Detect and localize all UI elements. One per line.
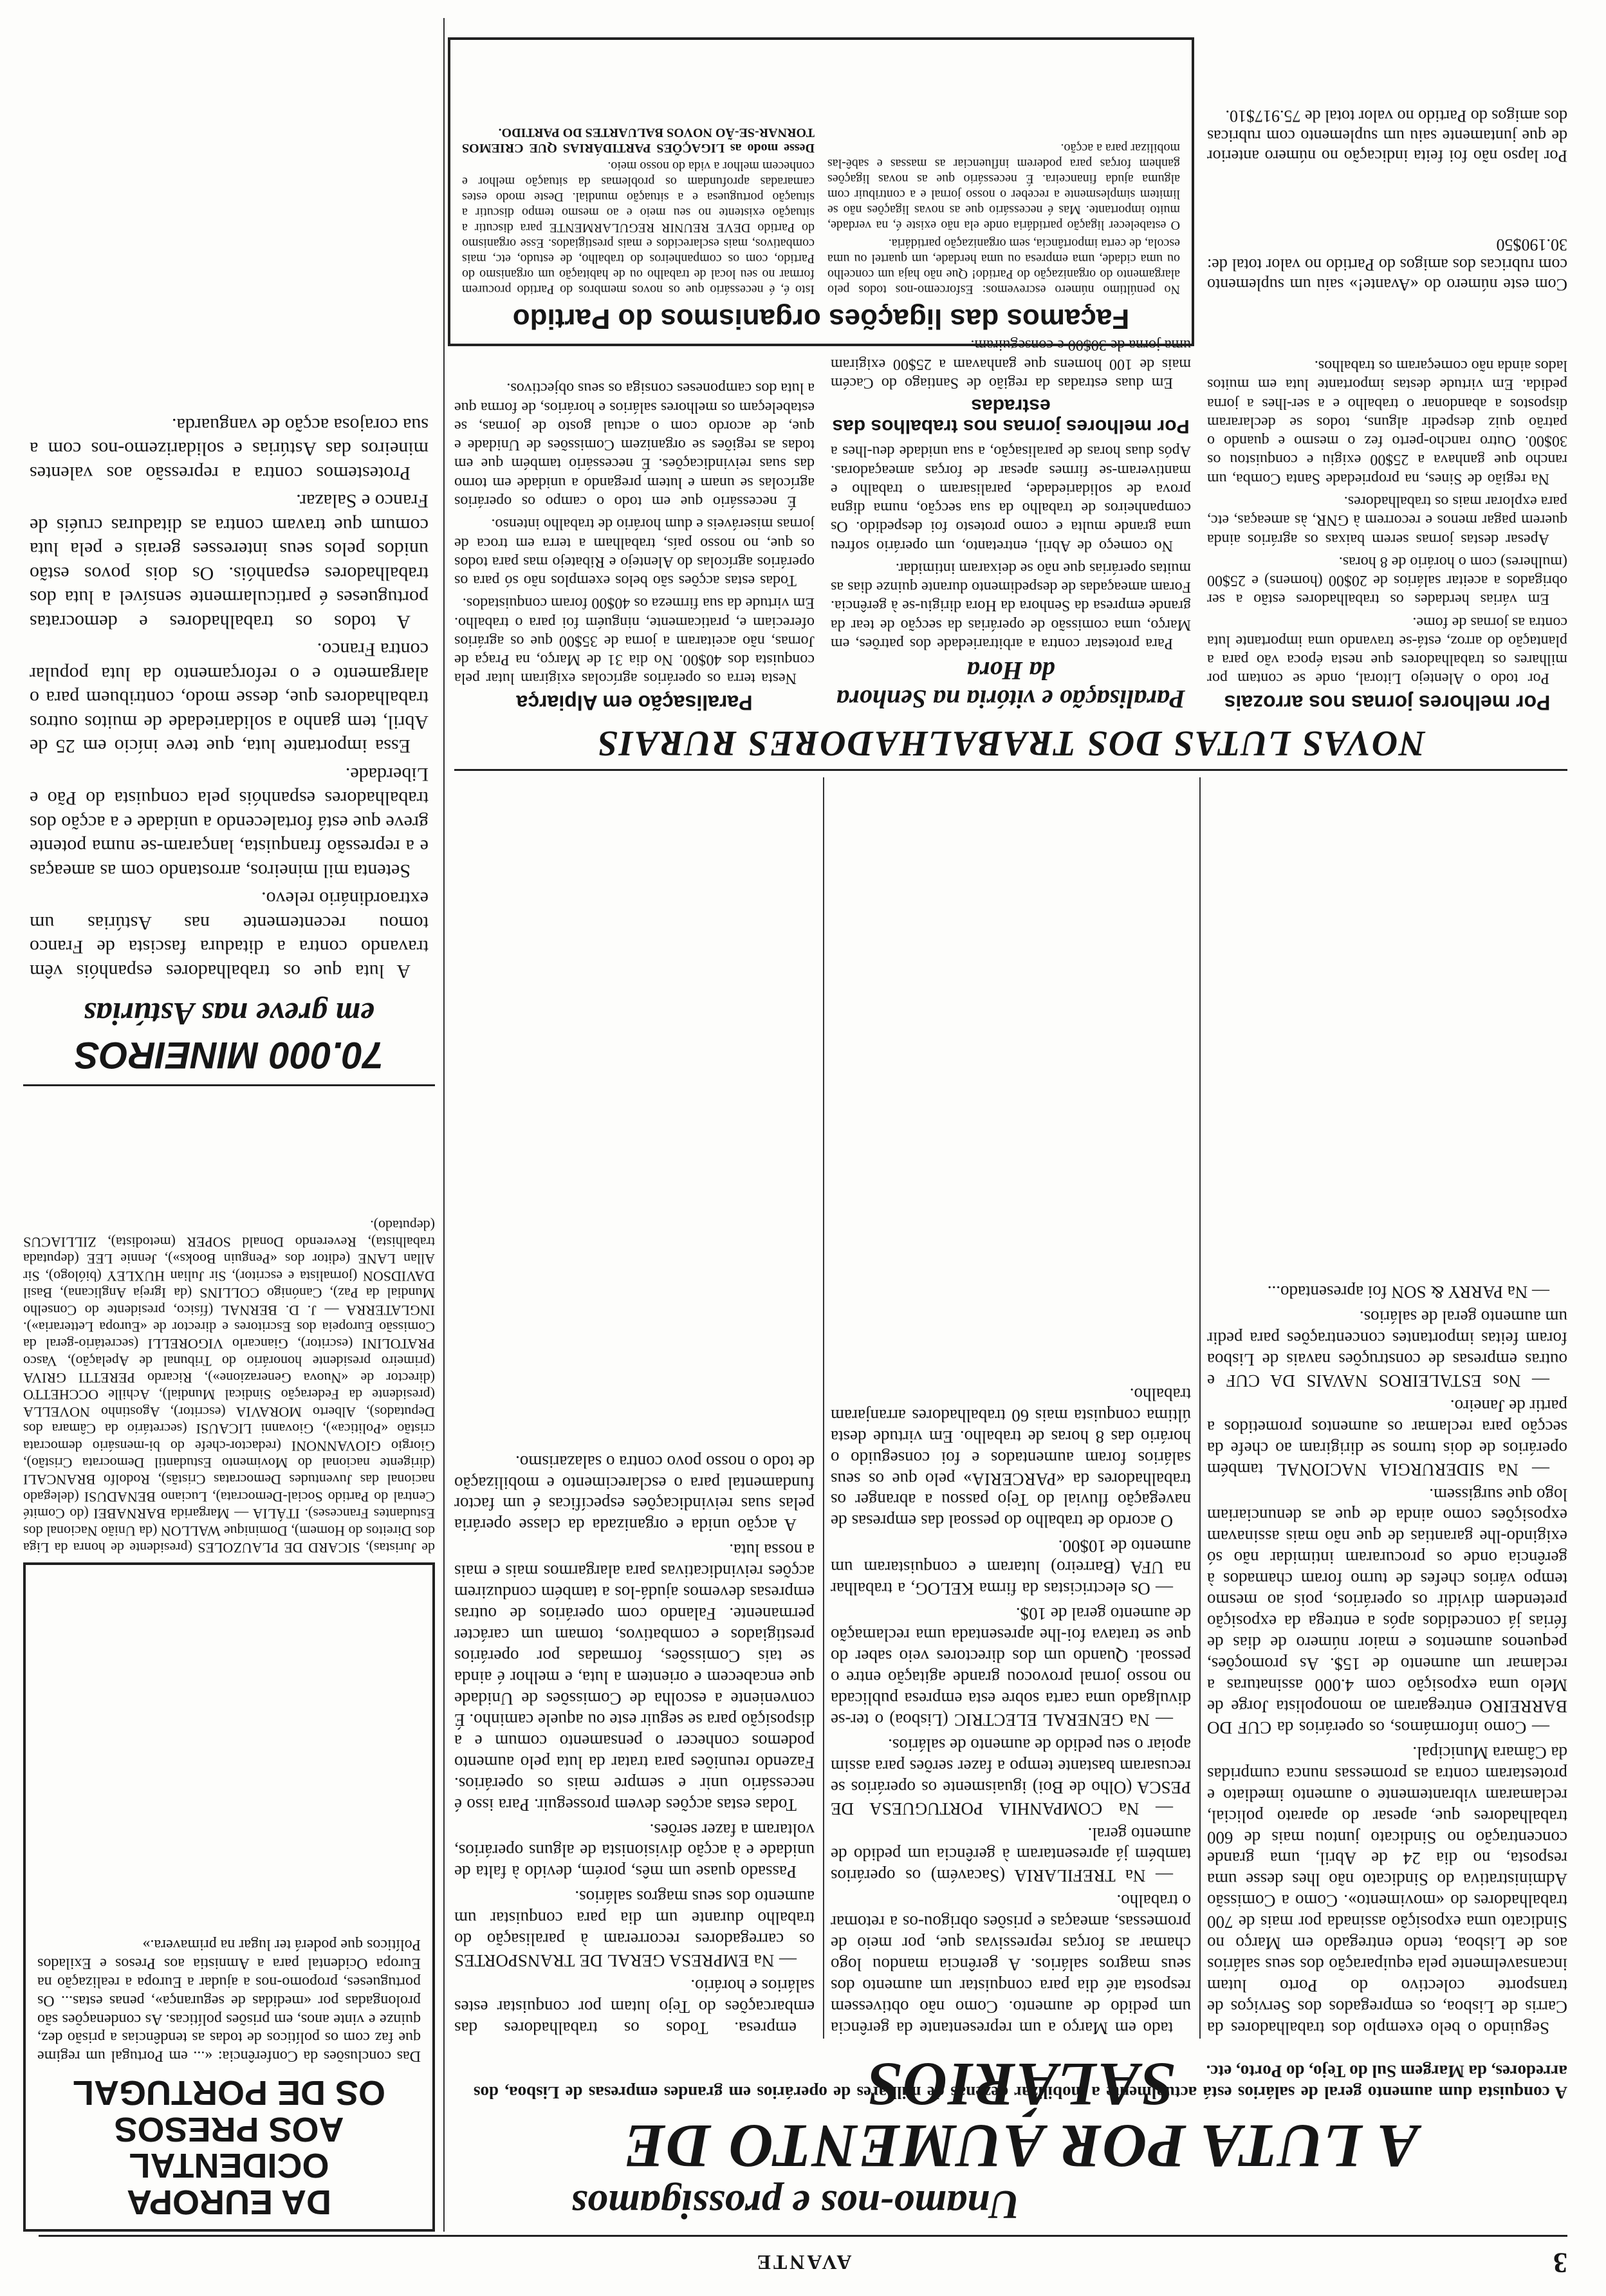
asturias-paragraph: Essa importante luta, que teve início em 25 de Abril, tem ganho a solidariedade de muitos outros trabalhadores que, desse modo, contribuem para o alargamento e o reforçamento da luta popular contra Franco. <box>30 639 429 757</box>
main-paragraph: — Os electricistas da firma KELOG, a trabalhar na UFA (Barreiro) lutaram e conquistaram um aumento de 10$00. <box>831 1537 1191 1599</box>
asturias-headline-1: 70.000 MINEIROS <box>74 1034 384 1076</box>
main-intro: A conquista dum aumento geral de salários está actualmente a mobilizar dezenas de milhares de operários em grandes empresas de Lisboa, dos arredores, da Margem Sul do Tejo, do Porto, etc. <box>474 2062 1567 2102</box>
paper-name: AVANTE <box>754 2251 852 2274</box>
asturias-paragraph: A todos os trabalhadores e democratas portugueses é particularmente sensível a luta dos trabalhadores espanhóis. Os dois povos estão unidos pelos seus interesses gerais e pela luta comum que travam contra as ditaduras cruéis de Franco e Salazar. <box>30 490 429 633</box>
asturias-paragraph: A luta que os trabalhadores espanhóis vêm travando contra a ditadura fascista de Franco tomou recentemente nas Astúrias um extraordinário relevo. <box>30 888 429 982</box>
rurais-paragraph: No começo de Abril, entretanto, um operário sofreu uma grande multa e como protesto foi despedido. Os companheiros de trabalho da sua secção, numa digna prova de solidariedade, paralisaram o trabalho e mantiveram-se firmes apesar de forças ameaçadoras. Após duas horas de paralisação, a sua unidade deu-lhes a <box>831 443 1191 554</box>
europa-intro: Das conclusões da Conferência: «... em Portugal um regime que faz com os políticos de todas as tendências a prisão dez, quinze e vinte anos, em prisões políticas. As condenações são prolongadas por «medidas de segurança», penas estas... Os portugueses, propomo-nos a ajudar a Europa a realização na Europa Ocidental para a Amnistia aos Presos e Exilados Políticos que poderá ter lugar na primavera.» <box>37 1936 421 2065</box>
main-paragraph: empresa. Todos os trabalhadores das embarcações do Tejo lutam por conquistar estes salários e horário. <box>454 1976 815 2038</box>
section-rule-h <box>454 769 1567 771</box>
page-number: 3 <box>1553 2247 1567 2279</box>
main-column-3 <box>454 777 815 2039</box>
main-paragraph: — Na PARRY & SON foi apresentado... <box>1267 1282 1549 1302</box>
rurais-headline: NOVAS LUTAS DOS TRABALHADORES RURAIS <box>596 723 1425 763</box>
asturias-headline-2: em greve nas Astúrias <box>83 996 375 1032</box>
europa-headline-2: AOS PRESOS <box>114 2109 344 2149</box>
main-column-2 <box>831 777 1191 2039</box>
main-headline: A LUTA POR AUMENTO DE SALÁRIOS <box>622 2050 1419 2181</box>
main-kicker: Unamo-nos e prossigamos <box>571 2182 1020 2228</box>
main-paragraph: A acção unida e organizada da classe operária pelas suas reivindicações específicas é um factor fundamental para o esclarecimento e mobilização de todo o nosso povo contra o salazarismo. <box>454 1452 815 1535</box>
main-paragraph: Seguindo o belo exemplo dos trabalhadores da Carris de Lisboa, os empregados dos Serviços de transporte colectivo do Porto lutam incansavelmente pela equiparação dos seus salários aos de Lisboa, tendo entregado em Março no Sindicato uma exposição assinada por mais de 700 trabalhadores do «movimento». Como a Comissão Administrativa do Sindicato não lhes desse uma resposta, no dia 24 de Abril, uma grande concentração no Sindicato juntou mais de 600 trabalhadores que, apesar do aparato policial, reclamaram vibrantemente o aumento imediato e protestaram contra as promessas nunca cumpridas da Câmara Municipal. <box>1207 1743 1567 2038</box>
column-rule <box>823 777 824 2039</box>
rurais-paragraph: Na região de Sines, na propriedade Santa Comba, um rancho que ganhava a 25$00 exigiu e conquistou os 30$00. Outro rancho-perto fez o mesmo e quando o patrão quiz despedir alguns, todos se declararam dispostos a abandonar o trabalho e a ser-lhes a jorna pedida. Em virtude destas importante luta em muitos lados ainda não começaram os trabalhos. <box>1207 357 1567 487</box>
rurais-subhead: Por melhores jornas nos trabalhos das estradas <box>832 395 1190 437</box>
main-paragraph: O acordo de trabalho do pessoal das empresas de navegação fluvial do Tejo passou a abranger os trabalhadores da «PARCERIA» pelo que os seus salários foram aumentados e foi conseguido o horário das 8 horas de trabalho. Em virtude desta última conquista mais 60 trabalhadores arranjaram trabalho. <box>831 1384 1191 1532</box>
rurais-column-2 <box>831 315 1191 713</box>
rurais-subhead: Paralisação e vitória na Senhora da Hora <box>836 656 1186 714</box>
rurais-paragraph: Nesta terra os operários agrícolas exigiram lutar pela conquista dos 40$00. No dia 31 de Março, na Praça de Jornas, não aceitaram a jorna de 35$00 que os agrários ofereciam e, praticamente, ninguém foi para o trabalho. Em virtude da sua firmeza os 40$00 foram conquistados. <box>454 595 815 687</box>
ligacoes-headline: Façamos das ligações organismos do Partido <box>512 303 1130 335</box>
section-rule-h <box>23 1084 435 1086</box>
asturias-paragraph: Protestemos contra a repressão aos valentes mineiros das Astúrias e solidarizemo-nos com a sua corajosa acção de vanguarda. <box>30 414 429 484</box>
main-paragraph: Todas estas acções devem prosseguir. Para isso é necessário unir e sempre mais os operários. Fazendo reuniões para tratar da luta pelo aumento podemos conhecer o pensamento comum e a disposição para se seguir este ou aquele caminho. É conveniente a escolha de Comissões de Unidade que encabecem e orientem a luta, e melhor é ainda se tais Comissões, formadas por operários prestigiados e combativos, tomam um carácter permanente. Falando com operários de outras empresas devemos ajudá-los a também conduzirem acções reivindicativas para alargarmos mais e mais a nossa luta. <box>454 1541 815 1815</box>
rurais-column-1 <box>1207 288 1567 713</box>
main-paragraph: — Na GENERAL ELECTRIC (Lisboa) o ter-se divulgado uma carta sobre esta empresa publicada no nosso jornal provocou grande agitação entre o pessoal. Quando um dos directores veio saber do que se tratava foi-lhe apresentada uma reclamação de aumento geral de 10$. <box>831 1604 1191 1730</box>
rurais-subhead: Por melhores jornas nos arrozais <box>1224 691 1551 714</box>
rurais-paragraph: Em duas estradas da região de Santiago do Cacém mais de 100 homens que ganhavam a 25$00 exigiram uma jorna de 30$00 e conseguiram. <box>831 337 1191 391</box>
column-rule <box>1199 777 1201 2039</box>
ligacoes-body <box>462 53 1180 297</box>
main-paragraph: — Na TREFILARIA (Sacavém) os operários também já apresentaram à gerência um pedido de aumento geral. <box>831 1824 1191 1886</box>
main-column-1 <box>1207 777 1567 2039</box>
main-paragraph: Passado quase um mês, porém, devido à falta de unidade e à acção divisionista de alguns operários, voltaram a fazer serões. <box>454 1820 815 1882</box>
europa-signatories: de Juristas), SICARD DE PLAUZOLES (presidente de honra da Liga dos Direitos do Homem), Dominique WALLON (da União Nacional dos Estudantes Franceses). ITÁLIA — Margarida BARNABEI (do Comité Central do Partido Social-Democrata), Luciano BENADUSI (delegado nacional das Juventudes Democratas Cristãs), Rodolfo BRANCALI (dirigente nacional do Movimento Estudantil Democrata Cristão), Giorgio GIOVANNONI (redactor-chefe do bi-mensário democrata cristão «Politica»), Giovanni LICAUSI (secretário da Câmara dos Deputados), Alberto MORAVIA (escritor), Agostinho NOVELLA (presidente da Federação Sindical Mundial), Achille OCCHETTO (director de «Nuova Generazione»), Ricardo PERETTI GRIVA (primeiro presidente honorário do Tribunal de Apelação), Vasco PRATOLINI (escritor), Giancarlo VIGORELLI (secretário-geral da Comissão Europeia dos Escritores e director de «Europa Letteraria»). INGLATERRA — J. D. BERNAL (físico, presidente do Conselho Mundial da Paz), Canónigo COLLINS (da Igreja Anglicana), Basil DAVIDSON (jornalista e escritor), Sir Julian HUXLEY (biólogo), Sir Allan LANE (editor dos «Penguin Books»), Jennie LEE (deputada trabalhista), Reverendo Donald SOPER (metodista), ZILLIACUS (deputado). <box>23 1217 435 1556</box>
ligacoes-paragraph: Desse modo as LIGAÇÕES PARTIDÁRIAS QUE CRIEMOS TORNAR-SE-ÃO NOVOS BALUARTES DO PARTIDO. <box>462 125 815 155</box>
ligacoes-box <box>448 37 1194 346</box>
ligacoes-paragraph: O estabelecer ligação partidária onde ela não existe é, na verdade, muito importante. Mas é necessário que as novas ligações não se limitem simplesmente a receber o nosso jornal e a contribuir com alguma ajuda financeira. É necessário que as novas ligações ganhem forças para poderem influenciar as massas e sabê-las mobilizar para a acção. <box>827 141 1180 232</box>
rurais-paragraph: É necessário que em todo o campo os operários agrícolas se unam e lutem pregando a unidade em torno das suas reivindicações. É necessário também que em todas as regiões se organizem Comissões de Unidade e que, de acordo com o actual gosto de jornas, se estabeleçam os melhores salários e horários, de forma que a luta dos camponeses consiga os seus objectivos. <box>454 380 815 510</box>
fund-note-1: Com este número do «Avante!» saiu um suplemento com rubricas dos amigos do Partido no valor total de: 30.190$50 <box>1207 235 1567 294</box>
main-paragraph: — Na COMPANHIA PORTUGUESA DE PESCA (Olho de Boi) iguaismente os operários se recusaram bastante tempo a fazer serões para assim apoiar o seu pedido de aumento de salários. <box>831 1735 1191 1819</box>
europa-headline-1: DA EUROPA OCIDENTAL <box>127 2146 332 2221</box>
rurais-subhead: Paralisação em Alpiarça <box>516 691 753 714</box>
rurais-paragraph: Para protestar contra a arbitrariedade dos patrões, em Março, uma comissão de operárias da secção de tear da grande empresa da Senhora da Hora dirigiu-se à gerência. Foram ameaçadas de despedimento durante quinze dias as muitas operárias que não se deixaram intimidar. <box>831 559 1191 652</box>
rurais-paragraph: Todas estas acções são belos exemplos não só para os operários agrícolas do Alentejo e Ribatejo mas para todos os que, no nosso país, trabalham a terra em troca de jornas miseráveis e dum horário de trabalho intenso. <box>454 515 815 589</box>
asturias-body <box>30 18 429 983</box>
rurais-paragraph: Em várias herdades os trabalhadores estão a ser obrigados a aceitar salários de 20$00 (homens) e 25$00 (mulheres) com o horário de 8 horas. <box>1207 553 1567 608</box>
ligacoes-paragraph: Isto é, é necessário que os novos membros do Partido procurem formar no seu local de trabalho ou de habitação um organismo do Partido, com os companheiros do trabalho, de estudo, etc, mais combativos, mais esclarecidos e mais prestigiados. Esse organismo do Partido DEVE REUNIR REGULARMENTE para discutir a situação existente no seu meio e ao mesmo tempo discutir a situação portuguesa e a situação mundial. Deste modo estes camaradas aprofundam os problemas da situação melhor e conhecem melhor a vida do nosso meio. <box>462 159 815 297</box>
europa-headline-3: OS DE PORTUGAL <box>72 2073 386 2112</box>
section-rule <box>443 18 445 2232</box>
main-paragraph: — Como informámos, os operários da CUF DO BARREIRO entregaram ao monopolista Jorge de Melo uma exposição com 4.000 assinaturas a reclamar um aumento de 15$. As promoções, pequenos aumentos e maior número de dias de férias já concedidos após a entrega da exposição pretendem dividir os operários, pois ao mesmo tempo vários chefes de turno foram chamados à gerência onde os procuraram intimidar não só exigindo-lhe garantias de que não mais assinavam exposições como ainda de que as denunciariam logo que surgissem. <box>1207 1485 1567 1737</box>
main-paragraph: — Na EMPRESA GERAL DE TRANSPORTES os carregadores recorreram à paralisação do trabalho durante um dia para conquistar um aumento dos seus magros salários. <box>454 1887 815 1971</box>
page-folio <box>39 2235 1567 2282</box>
main-paragraph: — Nos ESTALEIROS NAVAIS DA CUF e outras empresas de construções navais de Lisboa foram feitas importantes concentrações para pedir um aumento geral de salários. <box>1207 1308 1567 1391</box>
ligacoes-paragraph: No penúltimo número escrevemos: Esforcemo-nos todos pelo alargamento do organização do Partido! Que não haja um concelho ou uma cidade, uma empresa ou uma herdade, um quartel ou uma escola, de certa importância, sem organização partidária. <box>827 236 1180 297</box>
europa-box <box>23 1562 435 2232</box>
rurais-paragraph: Apesar destas jornas serem baixas os agrários ainda querem pagar menos e recorrem à GNR, às ameaças, etc, para explorar mais os trabalhadores. <box>1207 493 1567 548</box>
main-paragraph: tado em Março a um representante da gerência um pedido de aumento. Como não obtivessem resposta até dia para conquistar um aumento dos seus magros salários. A gerência mandou logo chamar as forças repressivas que, por meio de promessas, ameaças e prisões obrigou-os a retomar o trabalho. <box>831 1891 1191 2038</box>
rurais-paragraph: Por todo o Alentejo Litoral, onde se contam por milhares os trabalhadores que nesta época vão para a plantação do arroz, está-se travando uma importante luta contra as jornas de fome. <box>1207 613 1567 687</box>
asturias-paragraph: Setenta mil mineiros, arrostando com as ameaças e a repressão franquista, lançaram-se numa potente greve que está fortalecendo a unidade e a acção dos trabalhadores espanhóis pela conquista do Pão e Liberdade. <box>30 764 429 882</box>
rurais-column-3 <box>454 366 815 713</box>
fund-note-2: Por lapso não foi feita indicação no número anterior de que juntamente saiu um suplemento com rubricas dos amigos do Partido no valor total de 75.917$10. <box>1207 106 1567 165</box>
main-paragraph: — Na SIDERURGIA NACIONAL também operários de dois turnos se dirigiram ao chefe da secção para reclamar os aumentos prometidos a partir de Janeiro. <box>1207 1396 1567 1479</box>
